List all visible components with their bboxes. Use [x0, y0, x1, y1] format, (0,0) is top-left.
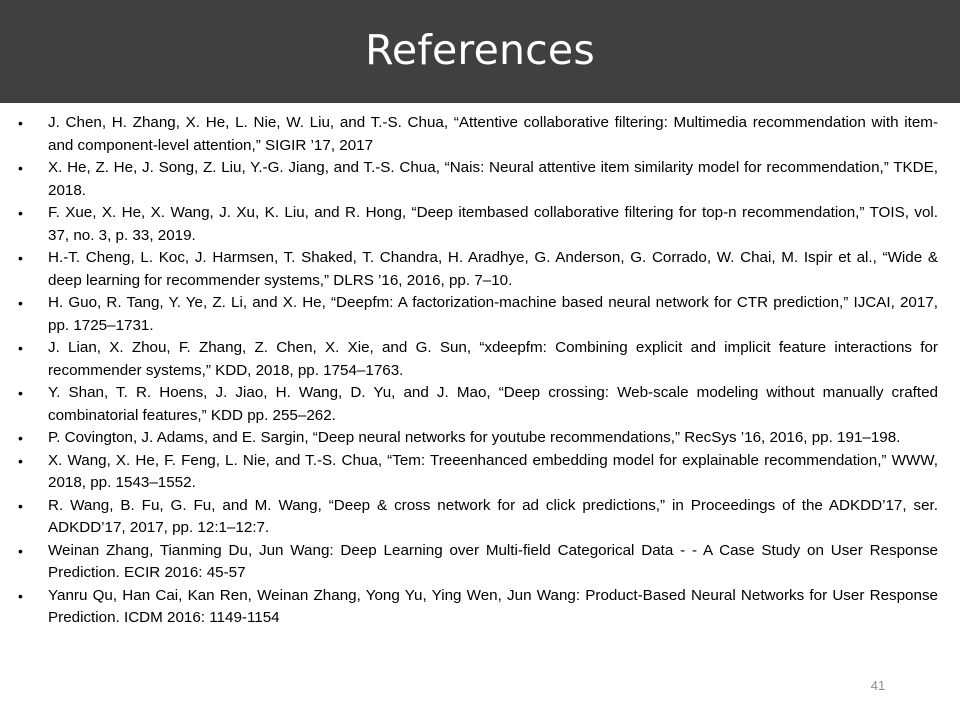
reference-item — [18, 202, 938, 247]
reference-text: Yanru Qu, Han Cai, Kan Ren, Weinan Zhang, Yong Yu, Ying Wen, Jun Wang: Product-Based Neural Networks for User Response Prediction. ICDM 2016: 1149-1154 — [48, 586, 938, 626]
reference-item — [18, 427, 938, 450]
reference-text: H. Guo, R. Tang, Y. Ye, Z. Li, and X. He, “Deepfm: A factorization-machine based neural network for CTR prediction,” IJCAI, 2017, pp. 1725–1731. — [48, 294, 938, 334]
reference-text: J. Chen, H. Zhang, X. He, L. Nie, W. Liu, and T.-S. Chua, “Attentive collaborative filtering: Multimedia recommendation with item- and component-level attention,” SIGIR ’17, 2017 — [48, 114, 938, 154]
bullet-icon: • — [18, 295, 23, 311]
reference-item — [18, 157, 938, 202]
reference-text: R. Wang, B. Fu, G. Fu, and M. Wang, “Deep & cross network for ad click predictions,” in Proceedings of the ADKDD’17, ser. ADKDD’17, 2017, pp. 12:1–12:7. — [48, 496, 938, 536]
reference-item — [18, 337, 938, 382]
bullet-icon: • — [18, 250, 23, 266]
reference-text: H.-T. Cheng, L. Koc, J. Harmsen, T. Shaked, T. Chandra, H. Aradhye, G. Anderson, G. Corrado, W. Chai, M. Ispir et al., “Wide & deep learning for recommender systems,” DLRS ’16, 2016, pp. 7–10. — [48, 249, 938, 289]
reference-text: F. Xue, X. He, X. Wang, J. Xu, K. Liu, and R. Hong, “Deep itembased collaborative filtering for top-n recommendation,” TOIS, vol. 37, no. 3, p. 33, 2019. — [48, 204, 938, 244]
bullet-icon: • — [18, 205, 23, 221]
bullet-icon: • — [18, 160, 23, 176]
title-bar — [0, 0, 960, 103]
bullet-icon: • — [18, 497, 23, 514]
bullet-icon: • — [18, 385, 23, 401]
reference-item — [18, 292, 938, 337]
reference-text: Y. Shan, T. R. Hoens, J. Jiao, H. Wang, D. Yu, and J. Mao, “Deep crossing: Web-scale modeling without manually crafted combinatorial features,” KDD pp. 255–262. — [48, 384, 938, 424]
bullet-icon: • — [18, 430, 23, 446]
reference-item — [18, 382, 938, 427]
reference-text: X. He, Z. He, J. Song, Z. Liu, Y.-G. Jiang, and T.-S. Chua, “Nais: Neural attentive item similarity model for recommendation,” TKDE, 2018. — [48, 159, 938, 199]
reference-item — [18, 247, 938, 292]
page-number: 41 — [870, 678, 886, 693]
bullet-icon: • — [18, 452, 23, 469]
reference-item — [18, 112, 938, 157]
reference-item — [18, 585, 938, 630]
reference-text: Weinan Zhang, Tianming Du, Jun Wang: Deep Learning over Multi-field Categorical Data - - A Case Study on User Response Prediction. ECIR 2016: 45-57 — [48, 541, 938, 581]
reference-list — [18, 112, 938, 630]
bullet-icon: • — [18, 115, 23, 131]
bullet-icon: • — [18, 587, 23, 604]
reference-item — [18, 495, 938, 540]
bullet-icon: • — [18, 340, 23, 356]
reference-item — [18, 540, 938, 585]
reference-text: J. Lian, X. Zhou, F. Zhang, Z. Chen, X. Xie, and G. Sun, “xdeepfm: Combining explicit and implicit feature interactions for recommender systems,” KDD, 2018, pp. 1754–1763. — [48, 339, 938, 379]
reference-text: X. Wang, X. He, F. Feng, L. Nie, and T.-S. Chua, “Tem: Treeenhanced embedding model for explainable recommendation,” WWW, 2018, pp. 1543–1552. — [48, 451, 938, 491]
slide-title: References — [365, 25, 595, 74]
bullet-icon: • — [18, 542, 23, 559]
reference-text: P. Covington, J. Adams, and E. Sargin, “Deep neural networks for youtube recommendations,” RecSys ’16, 2016, pp. 191–198. — [48, 429, 901, 446]
reference-item — [18, 450, 938, 495]
